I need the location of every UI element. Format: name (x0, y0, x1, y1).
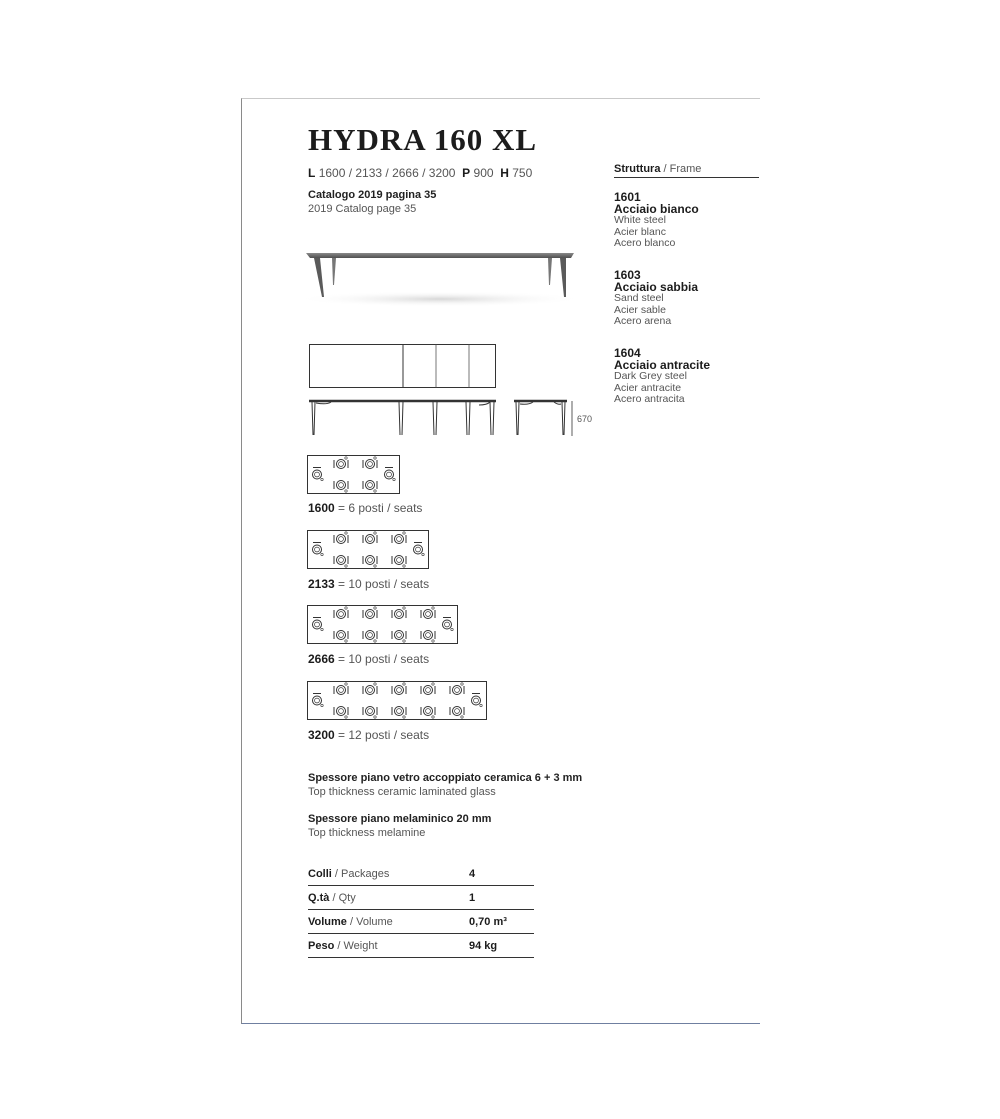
place-setting-icon (414, 543, 425, 556)
seating-diagram-3200 (307, 681, 497, 723)
seating-text: = 10 posti / seats (334, 652, 430, 666)
dim-h-key: H (500, 166, 509, 180)
table-row-qty (308, 887, 534, 910)
row-label-it: Q.tà (308, 892, 330, 904)
seating-diagram-2666 (307, 605, 459, 647)
place-setting-icon (363, 481, 377, 493)
place-setting-icon (334, 556, 348, 568)
row-value: 1 (469, 892, 476, 904)
table-row-packages (308, 863, 534, 886)
row-label-it: Colli (308, 868, 332, 880)
dim-p-key: P (462, 166, 471, 180)
finish-en: Dark Grey steel (614, 370, 687, 382)
place-setting-icon (450, 707, 464, 719)
row-label: Colli / Packages (308, 868, 390, 880)
seating-text: = 12 posti / seats (334, 728, 430, 742)
place-setting-icon (392, 631, 406, 643)
dim-p-val: 900 (473, 166, 494, 180)
spec-ceramic-it: Spessore piano vetro accoppiato ceramica 6 + 3 mm (308, 772, 583, 784)
place-setting-icon (363, 607, 377, 619)
finish-fr: Acier sable (614, 303, 666, 316)
finish-name: Acciaio bianco (614, 202, 699, 216)
place-setting-icon (421, 631, 435, 643)
place-setting-icon (392, 607, 406, 619)
place-setting-icon (363, 631, 377, 643)
row-label-en: Packages (341, 868, 390, 880)
product-title: HYDRA 160 XL (308, 122, 538, 157)
seating-caption-2666 (308, 652, 429, 666)
product-dimensions (308, 166, 532, 180)
dim-l-val: 1600 / 2133 / 2666 / 3200 (318, 166, 456, 180)
place-setting-icon (313, 543, 324, 556)
dim-h-val: 750 (512, 166, 533, 180)
finish-code: 1604 (614, 346, 641, 360)
place-setting-icon (363, 556, 377, 568)
spec-melamine-en: Top thickness melamine (308, 827, 426, 839)
finish-1604 (614, 347, 710, 406)
place-setting-icon (392, 707, 406, 719)
place-setting-icon (472, 694, 483, 707)
dim-l-key: L (308, 166, 316, 180)
finish-1603 (614, 269, 698, 328)
frame-heading-sep: / (660, 163, 670, 175)
finish-name: Acciaio sabbia (614, 280, 699, 294)
place-setting-icon (392, 532, 406, 544)
table-elevation-drawing (309, 399, 574, 439)
table-photo (300, 245, 580, 307)
place-setting-icon (363, 457, 377, 469)
row-label-it: Peso (308, 940, 335, 952)
place-setting-icon (363, 683, 377, 695)
place-setting-icon (443, 618, 454, 631)
place-setting-icon (421, 707, 435, 719)
catalog-ref-en: 2019 Catalog page 35 (308, 203, 417, 215)
seating-caption-3200 (308, 728, 429, 742)
row-label-en: Qty (338, 892, 356, 904)
catalog-ref-it: Catalogo 2019 pagina 35 (308, 189, 437, 201)
frame-heading-en: Frame (669, 163, 702, 175)
place-setting-icon (334, 481, 348, 493)
place-setting-icon (313, 694, 324, 707)
row-label: Q.tà / Qty (308, 892, 356, 904)
seating-text: = 10 posti / seats (334, 577, 430, 591)
row-value: 94 kg (469, 940, 498, 952)
finish-en: White steel (614, 214, 666, 226)
frame-heading (614, 163, 759, 178)
seating-length: 3200 (308, 728, 335, 742)
finish-es: Acero arena (614, 315, 672, 327)
frame-heading-it: Struttura (614, 163, 661, 175)
finish-name: Acciaio antracite (614, 358, 711, 372)
spec-melamine-it: Spessore piano melaminico 20 mm (308, 813, 492, 825)
seating-length: 2666 (308, 652, 335, 666)
finish-es: Acero blanco (614, 237, 676, 249)
seating-text: = 6 posti / seats (334, 501, 423, 515)
place-setting-icon (334, 683, 348, 695)
seating-diagram-2133 (307, 530, 427, 572)
place-setting-icon (363, 532, 377, 544)
table-plan-drawing (309, 344, 499, 390)
table-row-volume (308, 911, 534, 934)
row-value: 4 (469, 868, 476, 880)
table-row-weight (308, 935, 534, 958)
finish-en: Sand steel (614, 292, 664, 304)
row-label-en: Volume (356, 916, 393, 928)
seating-diagram-1600 (307, 455, 403, 497)
place-setting-icon (334, 607, 348, 619)
place-setting-icon (421, 683, 435, 695)
place-setting-icon (334, 457, 348, 469)
seating-table-outline (308, 531, 429, 569)
finish-1601 (614, 191, 699, 250)
row-label: Peso / Weight (308, 940, 378, 952)
place-setting-icon (313, 468, 324, 481)
finish-fr: Acier antracite (614, 381, 682, 394)
place-setting-icon (392, 683, 406, 695)
height-dimension-label: 670 (577, 414, 593, 424)
place-setting-icon (334, 532, 348, 544)
place-setting-icon (334, 707, 348, 719)
finish-es: Acero antracita (614, 393, 685, 405)
place-setting-icon (421, 607, 435, 619)
seating-caption-1600 (308, 501, 422, 515)
finish-code: 1601 (614, 190, 641, 204)
place-setting-icon (334, 631, 348, 643)
place-setting-icon (450, 683, 464, 695)
row-label: Volume / Volume (308, 916, 393, 928)
row-label-en: Weight (343, 940, 378, 952)
seating-caption-2133 (308, 577, 429, 591)
seating-length: 1600 (308, 501, 335, 515)
row-value: 0,70 m³ (469, 916, 507, 928)
finish-fr: Acier blanc (614, 225, 666, 238)
place-setting-icon (392, 556, 406, 568)
spec-ceramic-en: Top thickness ceramic laminated glass (308, 786, 496, 798)
place-setting-icon (363, 707, 377, 719)
place-setting-icon (313, 618, 324, 631)
row-label-it: Volume (308, 916, 347, 928)
seating-length: 2133 (308, 577, 335, 591)
place-setting-icon (385, 468, 396, 481)
finish-code: 1603 (614, 268, 641, 282)
